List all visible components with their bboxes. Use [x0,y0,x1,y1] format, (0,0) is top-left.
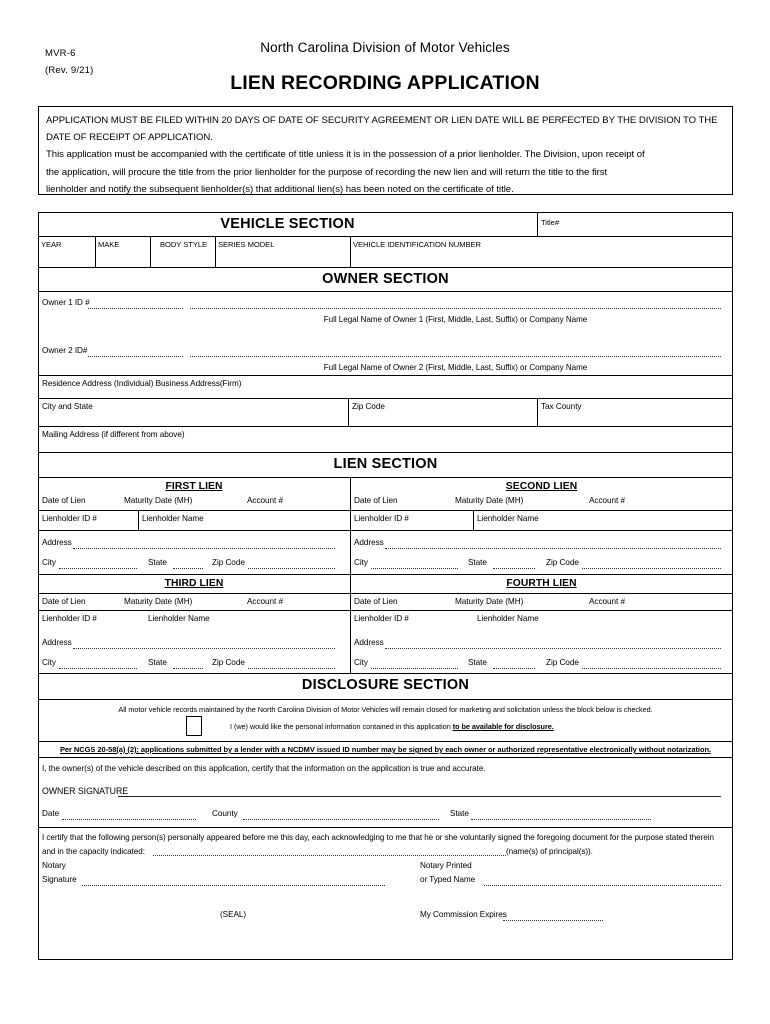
signature-county-input-line[interactable] [243,819,439,820]
second-lien-lienholder-id-label: Lienholder ID # [354,514,409,523]
disclosure-checkbox-label-underlined: to be available for disclosure. [452,722,554,731]
lien-center-divider [350,477,351,673]
column-header-series-model: SERIES MODEL [218,240,275,249]
first-lien-account-label: Account # [247,496,283,505]
first-lien-city-input-line[interactable] [59,568,137,569]
agency-name: North Carolina Division of Motor Vehicles [260,40,510,55]
disclosure-checkbox[interactable] [186,716,202,736]
fourth-lien-state-label: State [468,658,487,667]
second-lien-address-row-rule [350,530,733,531]
first-lien-address-row-rule [38,530,350,531]
notary-principal-suffix: (name(s) of principal(s)). [506,847,593,856]
third-lien-city-label: City [42,658,56,667]
notary-block-rule [38,827,733,828]
notice-line-1: APPLICATION MUST BE FILED WITHIN 20 DAYS OF DATE OF SECURITY AGREEMENT OR LIEN DATE WILL BE PERFECTED BY THE DIVISION TO THE [46,115,718,126]
disclosure-section-title: DISCLOSURE SECTION [301,677,470,693]
notary-word-label: Notary [42,861,66,870]
fourth-lien-address-input-line[interactable] [385,648,721,649]
fourth-lien-maturity-label: Maturity Date (MH) [455,597,524,606]
notary-printed-label-line-2: or Typed Name [420,875,476,884]
second-lien-city-input-line[interactable] [371,568,458,569]
first-lien-zip-input-line[interactable] [248,568,335,569]
second-lien-city-label: City [354,558,368,567]
disclosure-checkbox-label [230,722,554,731]
column-header-body-style: BODY STYLE [160,240,208,249]
fourth-lien-address-label: Address [354,638,384,647]
second-lien-account-label: Account # [589,496,625,505]
first-lien-lienholder-id-label: Lienholder ID # [42,514,97,523]
owner2-name-caption: Full Legal Name of Owner 2 (First, Middle, Last, Suffix) or Company Name [323,363,588,372]
owner2-id-input-line[interactable] [88,356,183,357]
second-lien-state-label: State [468,558,487,567]
filing-notice-box [38,106,733,195]
first-lien-address-label: Address [42,538,72,547]
third-lien-heading: THIRD LIEN [164,578,224,589]
first-lien-lienholder-name-label: Lienholder Name [142,514,204,523]
third-lien-address-label: Address [42,638,72,647]
tax-county-divider [537,398,538,426]
zip-divider [348,398,349,426]
lien-section-rule [38,477,733,478]
first-lien-state-input-line[interactable] [173,568,203,569]
owner-signature-label: OWNER SIGNATURE [42,786,129,796]
column-header-year: YEAR [41,240,62,249]
first-lien-id-row-rule [38,510,350,511]
fourth-lien-lienholder-id-label: Lienholder ID # [354,614,409,623]
owner2-id-label: Owner 2 ID# [42,346,88,355]
first-lien-maturity-label: Maturity Date (MH) [124,496,193,505]
signature-state-label: State [450,809,469,818]
notice-line-3: This application must be accompanied with the certificate of title unless it is in the possession of a prior lienholder. The Division, upon receipt of [46,149,645,161]
fourth-lien-city-label: City [354,658,368,667]
second-lien-id-row-rule [350,510,733,511]
notary-signature-label: Signature [42,875,77,884]
signature-date-input-line[interactable] [62,819,196,820]
commission-expires-input-line[interactable] [503,920,603,921]
second-lien-zip-label: Zip Code [546,558,579,567]
owner2-name-input-line[interactable] [190,356,721,357]
city-state-label: City and State [42,402,93,411]
certify-row-rule [38,757,733,758]
disclosure-section-top-rule [38,673,733,674]
zip-code-label: Zip Code [352,402,385,411]
second-lien-address-input-line[interactable] [385,548,721,549]
third-lien-lienholder-id-label: Lienholder ID # [42,614,97,623]
disclosure-body-rule [38,699,733,700]
third-lien-zip-input-line[interactable] [248,668,335,669]
third-lien-zip-label: Zip Code [212,658,245,667]
fourth-lien-date-label: Date of Lien [354,597,398,606]
commission-expires-label: My Commission Expires [420,910,507,919]
third-lien-date-label: Date of Lien [42,597,86,606]
fourth-lien-zip-input-line[interactable] [582,668,721,669]
owner-section-title: OWNER SECTION [322,271,449,287]
vehicle-section-bottom-rule [38,267,733,268]
notary-principal-input-line[interactable] [153,855,506,856]
third-lien-lienholder-name-label: Lienholder Name [148,614,210,623]
disclosure-notice-text: All motor vehicle records maintained by the North Carolina Division of Motor Vehicles will remain closed for marketing and solicitation unless the block below is checked. [118,705,653,714]
first-lien-address-input-line[interactable] [73,548,335,549]
statute-notice: Per NCGS 20-58(a) (2); applications submitted by a lender with a NCDMV issued ID number may be signed by each owner or authorized representative electronically without notarization. [59,745,712,754]
third-lien-address-input-line[interactable] [73,648,335,649]
third-fourth-heading-rule [38,574,733,575]
first-lien-heading: FIRST LIEN [165,481,223,492]
notice-line-4: the application, will procure the title from the prior lienholder for the purpose of recording the new lien and will return the title to the first [46,166,608,178]
lien-section-title: LIEN SECTION [333,456,438,472]
form-revision: (Rev. 9/21) [45,65,94,76]
notary-printed-label-line-1: Notary Printed [420,861,472,870]
owner-signature-input-line[interactable] [118,796,721,797]
owner1-id-label: Owner 1 ID # [42,298,90,307]
mailing-row-top-rule [38,426,733,427]
notary-certify-line-1: I certify that the following person(s) personally appeared before me this day, each acknowledging to me that he or she voluntarily signed the foregoing document for the purpose stated therein [42,833,714,842]
notice-line-2: DATE OF RECEIPT OF APPLICATION. [46,132,213,144]
fourth-lien-state-input-line[interactable] [493,668,535,669]
column-header-vin: VEHICLE IDENTIFICATION NUMBER [353,240,481,249]
first-lien-date-label: Date of Lien [42,496,86,505]
page-title: LIEN RECORDING APPLICATION [230,72,540,94]
third-lien-maturity-label: Maturity Date (MH) [124,597,193,606]
vehicle-col-divider-1 [95,236,96,267]
notice-line-5: lienholder and notify the subsequent lienholder(s) that additional lien(s) has been noted on the certificate of title. [46,183,514,195]
disclosure-checkbox-label-plain: I (we) would like the personal information contained in this application [230,722,453,731]
second-lien-state-input-line[interactable] [493,568,535,569]
signature-county-label: County [212,809,238,818]
third-lien-id-row-rule [38,610,733,611]
fourth-lien-heading: FOURTH LIEN [506,578,577,589]
third-lien-account-label: Account # [247,597,283,606]
vehicle-col-divider-4 [350,236,351,267]
second-lien-address-label: Address [354,538,384,547]
owner-section-rule [38,291,733,292]
statute-row-rule [38,741,733,742]
second-lien-maturity-label: Maturity Date (MH) [455,496,524,505]
first-lien-zip-label: Zip Code [212,558,245,567]
residence-row-top-rule [38,375,733,376]
owner1-name-input-line[interactable] [190,308,721,309]
fourth-lien-zip-label: Zip Code [546,658,579,667]
vehicle-title-divider [537,212,538,236]
column-header-make: MAKE [98,240,120,249]
third-lien-state-input-line[interactable] [173,668,203,669]
second-lien-zip-input-line[interactable] [582,568,721,569]
owner-section-bottom-rule [38,452,733,453]
owner-certification-text: I, the owner(s) of the vehicle described on this application, certify that the information on the application is true and accurate. [42,764,486,773]
second-lien-heading: SECOND LIEN [505,481,578,492]
signature-date-label: Date [42,809,60,818]
vehicle-section-title: VEHICLE SECTION [220,216,355,232]
owner1-name-caption: Full Legal Name of Owner 1 (First, Middle, Last, Suffix) or Company Name [323,315,588,324]
fourth-lien-lienholder-name-label: Lienholder Name [477,614,539,623]
notary-signature-input-line[interactable] [82,885,385,886]
notary-seal-label: (SEAL) [220,910,247,919]
vehicle-col-divider-3 [215,236,216,267]
third-lien-fields-rule [38,593,733,594]
second-lien-date-label: Date of Lien [354,496,398,505]
third-lien-state-label: State [148,658,167,667]
notary-certify-line-2: and in the capacity indicated: [42,847,145,856]
mailing-address-label: Mailing Address (if different from above) [42,430,185,439]
owner1-id-input-line[interactable] [88,308,183,309]
fourth-lien-city-input-line[interactable] [371,668,458,669]
tax-county-label: Tax County [541,402,582,411]
second-lien-lienholder-name-label: Lienholder Name [477,514,539,523]
fourth-lien-account-label: Account # [589,597,625,606]
notary-printed-input-line[interactable] [484,885,721,886]
second-lien-id-name-divider [473,510,474,530]
citystate-row-top-rule [38,398,733,399]
residence-address-label: Residence Address (Individual) Business Address(Firm) [42,379,242,388]
first-lien-state-label: State [148,558,167,567]
title-number-label: Title# [541,218,559,227]
third-lien-city-input-line[interactable] [59,668,137,669]
signature-state-input-line[interactable] [471,819,651,820]
form-number: MVR-6 [45,48,76,59]
vehicle-header-rule [38,236,733,237]
vehicle-col-divider-2 [150,236,151,267]
first-lien-id-name-divider [138,510,139,530]
first-lien-city-label: City [42,558,56,567]
